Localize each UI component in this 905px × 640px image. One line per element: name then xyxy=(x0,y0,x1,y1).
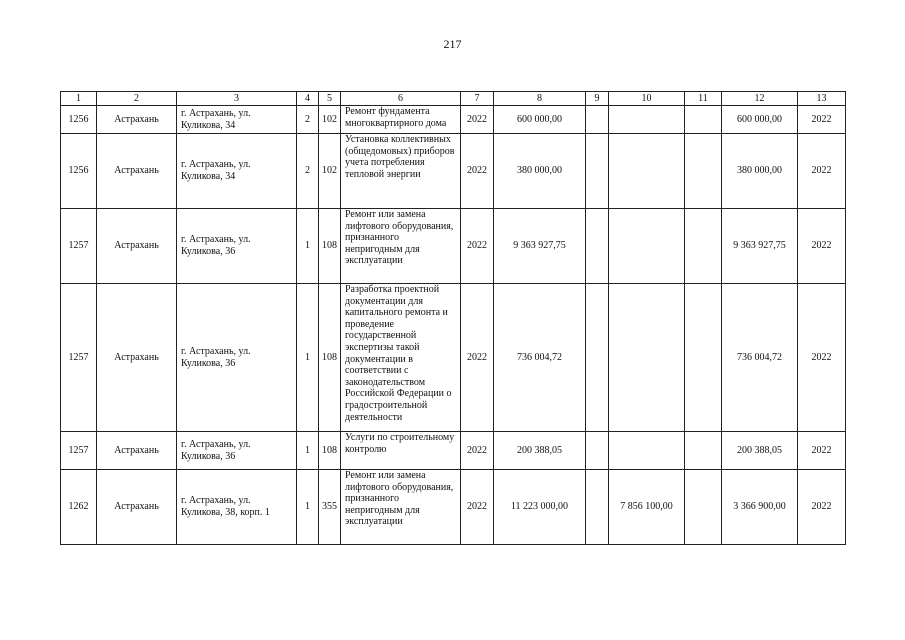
cell-col9 xyxy=(586,432,609,470)
cell-city: Астрахань xyxy=(97,432,177,470)
cell-end-year: 2022 xyxy=(798,432,846,470)
cell-total: 736 004,72 xyxy=(494,284,586,432)
cell-end-year: 2022 xyxy=(798,134,846,209)
cell-total: 200 388,05 xyxy=(494,432,586,470)
col-header: 11 xyxy=(685,92,722,106)
cell-address: г. Астрахань, ул. Куликова, 36 xyxy=(177,209,297,284)
cell-col5: 355 xyxy=(319,470,341,545)
cell-city: Астрахань xyxy=(97,284,177,432)
cell-id: 1262 xyxy=(61,470,97,545)
col-header: 5 xyxy=(319,92,341,106)
cell-col11 xyxy=(685,209,722,284)
cell-col4: 1 xyxy=(297,432,319,470)
cell-city: Астрахань xyxy=(97,470,177,545)
cell-col4: 2 xyxy=(297,106,319,134)
cell-col11 xyxy=(685,432,722,470)
cell-col10 xyxy=(609,134,685,209)
cell-col10: 7 856 100,00 xyxy=(609,470,685,545)
table-row xyxy=(61,432,846,470)
cell-col4: 1 xyxy=(297,284,319,432)
cell-col9 xyxy=(586,106,609,134)
col-header: 10 xyxy=(609,92,685,106)
cell-col4: 1 xyxy=(297,470,319,545)
cell-col12: 380 000,00 xyxy=(722,134,798,209)
cell-col10 xyxy=(609,432,685,470)
cell-end-year: 2022 xyxy=(798,209,846,284)
cell-col12: 600 000,00 xyxy=(722,106,798,134)
col-header: 13 xyxy=(798,92,846,106)
cell-city: Астрахань xyxy=(97,106,177,134)
col-header: 12 xyxy=(722,92,798,106)
cell-address: г. Астрахань, ул. Куликова, 34 xyxy=(177,134,297,209)
cell-end-year: 2022 xyxy=(798,284,846,432)
cell-total: 11 223 000,00 xyxy=(494,470,586,545)
cell-col10 xyxy=(609,106,685,134)
cell-col10 xyxy=(609,209,685,284)
cell-address: г. Астрахань, ул. Куликова, 34 xyxy=(177,106,297,134)
cell-col10 xyxy=(609,284,685,432)
table-row xyxy=(61,134,846,209)
cell-address: г. Астрахань, ул. Куликова, 36 xyxy=(177,432,297,470)
cell-id: 1257 xyxy=(61,432,97,470)
cell-total: 600 000,00 xyxy=(494,106,586,134)
col-header: 3 xyxy=(177,92,297,106)
table-row xyxy=(61,470,846,545)
table-row xyxy=(61,284,846,432)
cell-col11 xyxy=(685,106,722,134)
page-number: 217 xyxy=(443,37,462,51)
cell-col12: 200 388,05 xyxy=(722,432,798,470)
cell-col11 xyxy=(685,284,722,432)
table-row xyxy=(61,209,846,284)
cell-work-type: Ремонт или замена лифтового оборудования, признанного непригодным для эксплуатации xyxy=(341,470,461,545)
col-header: 1 xyxy=(61,92,97,106)
cell-year: 2022 xyxy=(461,209,494,284)
cell-id: 1256 xyxy=(61,106,97,134)
cell-col11 xyxy=(685,134,722,209)
col-header: 2 xyxy=(97,92,177,106)
col-header: 9 xyxy=(586,92,609,106)
cell-col9 xyxy=(586,470,609,545)
cell-work-type: Установка коллективных (общедомовых) приборов учета потребления тепловой энергии xyxy=(341,134,461,209)
cell-address: г. Астрахань, ул. Куликова, 38, корп. 1 xyxy=(177,470,297,545)
col-header: 8 xyxy=(494,92,586,106)
header-row xyxy=(61,92,846,106)
cell-year: 2022 xyxy=(461,134,494,209)
cell-col5: 108 xyxy=(319,209,341,284)
cell-col4: 1 xyxy=(297,209,319,284)
table-row xyxy=(61,106,846,134)
cell-work-type: Услуги по строительному контролю xyxy=(341,432,461,470)
cell-col5: 102 xyxy=(319,134,341,209)
cell-total: 380 000,00 xyxy=(494,134,586,209)
cell-col9 xyxy=(586,134,609,209)
cell-id: 1256 xyxy=(61,134,97,209)
cell-col11 xyxy=(685,470,722,545)
cell-end-year: 2022 xyxy=(798,470,846,545)
cell-col5: 108 xyxy=(319,284,341,432)
cell-city: Астрахань xyxy=(97,134,177,209)
cell-year: 2022 xyxy=(461,106,494,134)
cell-col5: 108 xyxy=(319,432,341,470)
cell-year: 2022 xyxy=(461,470,494,545)
col-header: 7 xyxy=(461,92,494,106)
cell-col12: 3 366 900,00 xyxy=(722,470,798,545)
cell-work-type: Разработка проектной документации для капитального ремонта и проведение государственной экспертизы такой документации в соответствии с законодательством Российской Федерации о градостроительной деятельности xyxy=(341,284,461,432)
cell-work-type: Ремонт или замена лифтового оборудования, признанного непригодным для эксплуатации xyxy=(341,209,461,284)
cell-year: 2022 xyxy=(461,432,494,470)
cell-col12: 9 363 927,75 xyxy=(722,209,798,284)
cell-total: 9 363 927,75 xyxy=(494,209,586,284)
cell-col9 xyxy=(586,284,609,432)
cell-end-year: 2022 xyxy=(798,106,846,134)
cell-col12: 736 004,72 xyxy=(722,284,798,432)
cell-work-type: Ремонт фундамента многоквартирного дома xyxy=(341,106,461,134)
col-header: 6 xyxy=(341,92,461,106)
capital-repair-table xyxy=(60,91,846,545)
cell-col9 xyxy=(586,209,609,284)
col-header: 4 xyxy=(297,92,319,106)
cell-col5: 102 xyxy=(319,106,341,134)
cell-year: 2022 xyxy=(461,284,494,432)
cell-address: г. Астрахань, ул. Куликова, 36 xyxy=(177,284,297,432)
cell-col4: 2 xyxy=(297,134,319,209)
cell-id: 1257 xyxy=(61,209,97,284)
cell-id: 1257 xyxy=(61,284,97,432)
table-body xyxy=(61,92,846,545)
cell-city: Астрахань xyxy=(97,209,177,284)
